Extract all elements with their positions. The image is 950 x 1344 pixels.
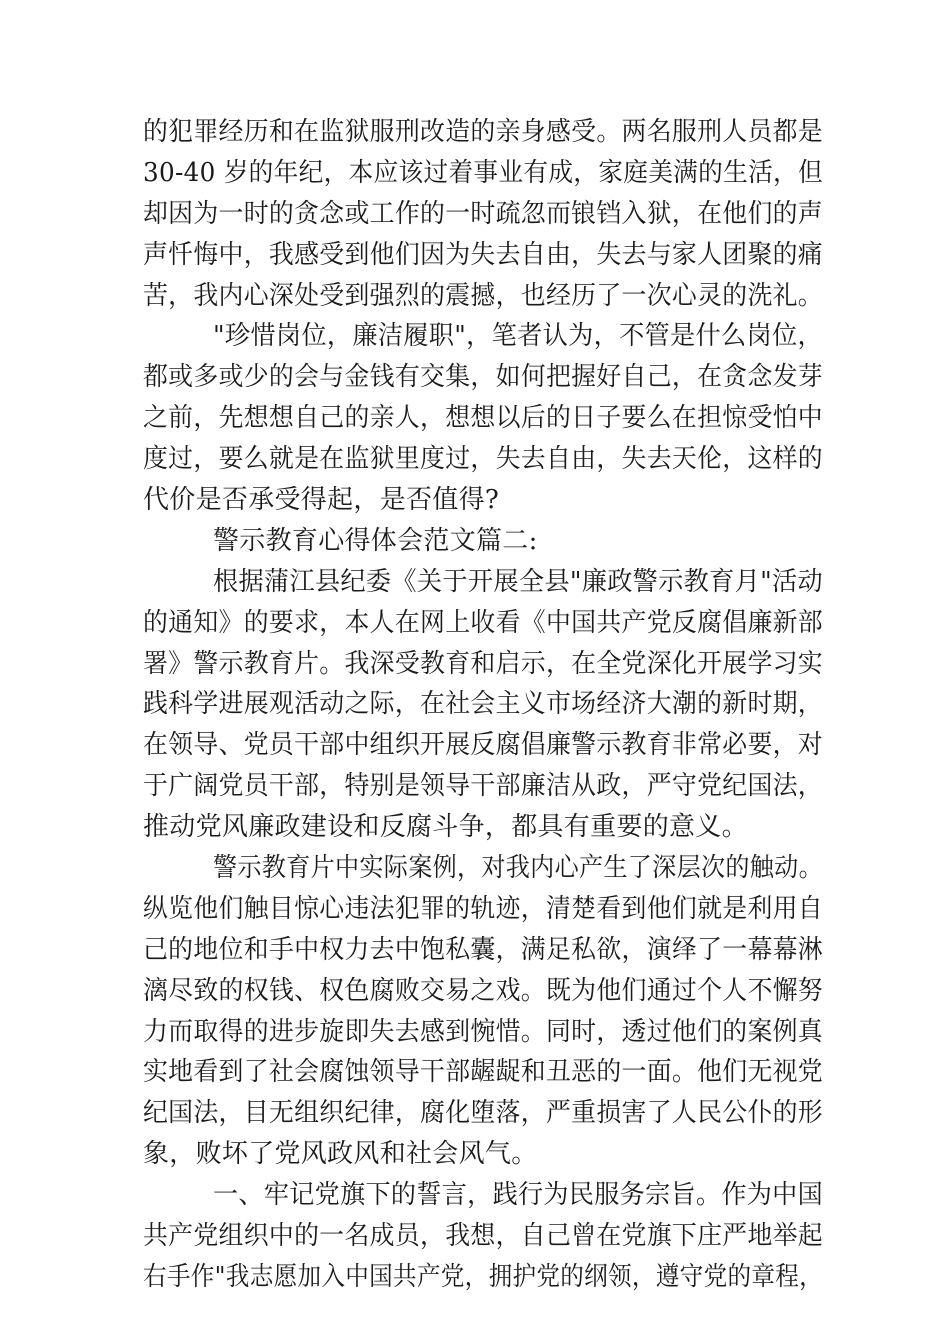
text-line: 纪国法，目无组织纪律，腐化堕落，严重损害了人民公仆的形 [143, 1098, 824, 1129]
text-line: 实地看到了社会腐蚀领导干部龌龊和丑恶的一面。他们无视党 [143, 1057, 824, 1088]
text-line: 声忏悔中，我感受到他们因为失去自由，失去与家人团聚的痛 [143, 239, 824, 270]
text-line: 代价是否承受得起，是否值得? [143, 485, 500, 516]
text-line: 于广阔党员干部，特别是领导干部廉洁从政，严守党纪国法， [143, 771, 824, 802]
text-line: 的犯罪经历和在监狱服刑改造的亲身感受。两名服刑人员都是 [143, 117, 824, 147]
text-line: 象，败坏了党风政风和社会风气。 [143, 1139, 538, 1170]
text-line: 之前，先想想自己的亲人，想想以后的日子要么在担惊受怕中 [143, 403, 824, 434]
document-body [143, 112, 823, 1298]
text-line: 践科学进展观活动之际，在社会主义市场经济大潮的新时期， [143, 689, 824, 720]
text-line: 漓尽致的权钱、权色腐败交易之戏。既为他们通过个人不懈努 [143, 975, 824, 1006]
paragraph-first-line: 警示教育心得体会范文篇二: [213, 525, 538, 556]
text-line: 度过，要么就是在监狱里度过，失去自由，失去天伦，这样的 [143, 444, 824, 475]
text-line: 推动党风廉政建设和反腐斗争，都具有重要的意义。 [143, 812, 748, 843]
text-line: 却因为一时的贪念或工作的一时疏忽而锒铛入狱，在他们的声 [143, 198, 824, 229]
text-line: 苦，我内心深处受到强烈的震撼，也经历了一次心灵的洗礼。 [143, 280, 824, 311]
text-line: 30-40 岁的年纪，本应该过着事业有成，家庭美满的生活，但 [143, 157, 823, 188]
text-line: 共产党组织中的一名成员，我想，自己曾在党旗下庄严地举起 [143, 1221, 824, 1252]
paragraph-first-line: 根据蒲江县纪委《关于开展全县"廉政警示教育月"活动 [213, 566, 823, 597]
text-line: 都或多或少的会与金钱有交集，如何把握好自己，在贪念发芽 [143, 362, 824, 393]
text-line: 的通知》的要求，本人在网上收看《中国共产党反腐倡廉新部 [143, 607, 824, 638]
text-line: 署》警示教育片。我深受教育和启示，在全党深化开展学习实 [143, 648, 824, 679]
paragraph-first-line: 警示教育片中实际案例，对我内心产生了深层次的触动。 [213, 853, 823, 884]
text-line: 在领导、党员干部中组织开展反腐倡廉警示教育非常必要，对 [143, 730, 824, 761]
text-line: 己的地位和手中权力去中饱私囊，满足私欲，演绎了一幕幕淋 [143, 934, 824, 965]
text-line: 右手作"我志愿加入中国共产党，拥护党的纲领，遵守党的章程， [143, 1261, 824, 1292]
paragraph-first-line: 一、牢记党旗下的誓言，践行为民服务宗旨。作为中国 [213, 1180, 823, 1211]
text-line: 力而取得的进步旋即失去感到惋惜。同时，透过他们的案例真 [143, 1016, 824, 1047]
text-line: 纵览他们触目惊心违法犯罪的轨迹，清楚看到他们就是利用自 [143, 893, 824, 924]
paragraph-first-line: "珍惜岗位，廉洁履职"，笔者认为，不管是什么岗位， [213, 321, 823, 352]
